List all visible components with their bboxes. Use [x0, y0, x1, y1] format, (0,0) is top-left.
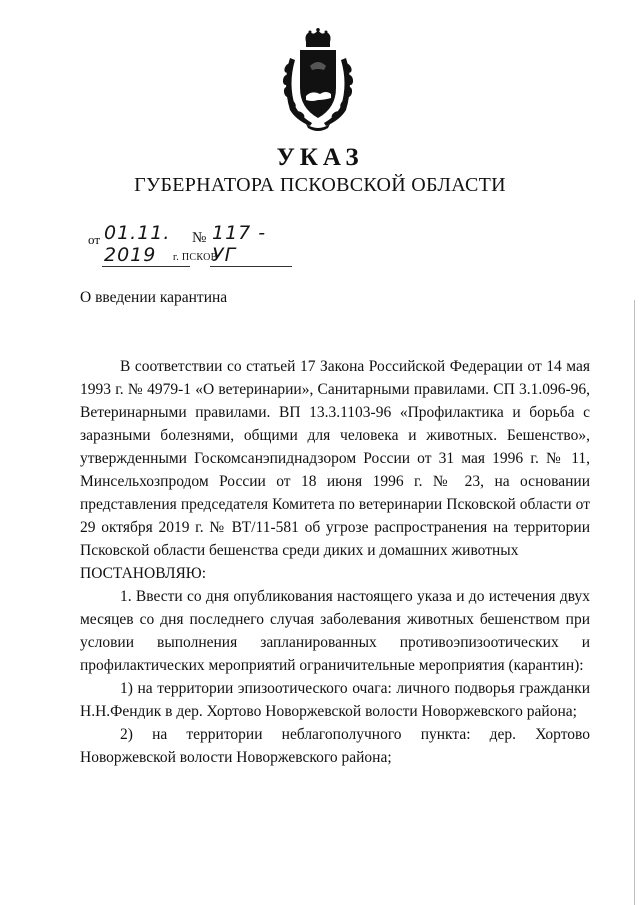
scan-edge-line [634, 300, 635, 905]
subitem-2-paragraph: 2) на территории неблагополучного пункта: дер. Хортово Новоржевской волости Новоржевского района; [80, 726, 590, 766]
handwritten-number: 117 - УГ [210, 222, 292, 267]
number-label: № [192, 230, 207, 246]
document-subject: О введении карантина [80, 289, 228, 306]
decree-word: ПОСТАНОВЛЯЮ: [80, 565, 207, 582]
preamble-paragraph: В соответствии со статьей 17 Закона Российской Федерации от 14 мая 1993 г. № 4979-1 «О ветеринарии», Санитарными правилами. СП 3.1.096-96, Ветеринарными правилами. ВП 13.3.1103-96 «Профилактика и борьба с заразными болезнями, общими для человека и животных. Бешенство», утвержденными Госкомсанэпиднадзором России от 31 мая 1996 г. № 11, Минсельхозпродом России от 18 июня 1996 г. № 23, на основании представления председателя Комитета по ветеринарии Псковской области от 29 октября 2019 г. № ВТ/11-581 об угрозе распространения на территории Псковской области бешенства среди диких и домашних животных [80, 358, 590, 559]
item-1-paragraph: 1. Ввести со дня опубликования настоящего указа и до истечения двух месяцев со дня последнего случая заболевания животных бешенством при условии выполнения запланированных противоэпизоотических и профилактических мероприятий ограничительные мероприятия (карантин): [80, 588, 590, 674]
from-label: от [88, 232, 101, 247]
pskov-coat-of-arms-icon [276, 28, 360, 132]
document-body [80, 355, 590, 769]
handwritten-date: 01.11. 2019 [102, 222, 190, 267]
city-label: г. ПСКОВ [173, 252, 218, 263]
document-subtitle: ГУБЕРНАТОРА ПСКОВСКОЙ ОБЛАСТИ [134, 174, 506, 196]
document-title: УКАЗ [276, 144, 364, 171]
subitem-1-paragraph: 1) на территории эпизоотического очага: личного подворья гражданки Н.Н.Фендик в дер. Хортово Новоржевской волости Новоржевского района; [80, 680, 590, 720]
